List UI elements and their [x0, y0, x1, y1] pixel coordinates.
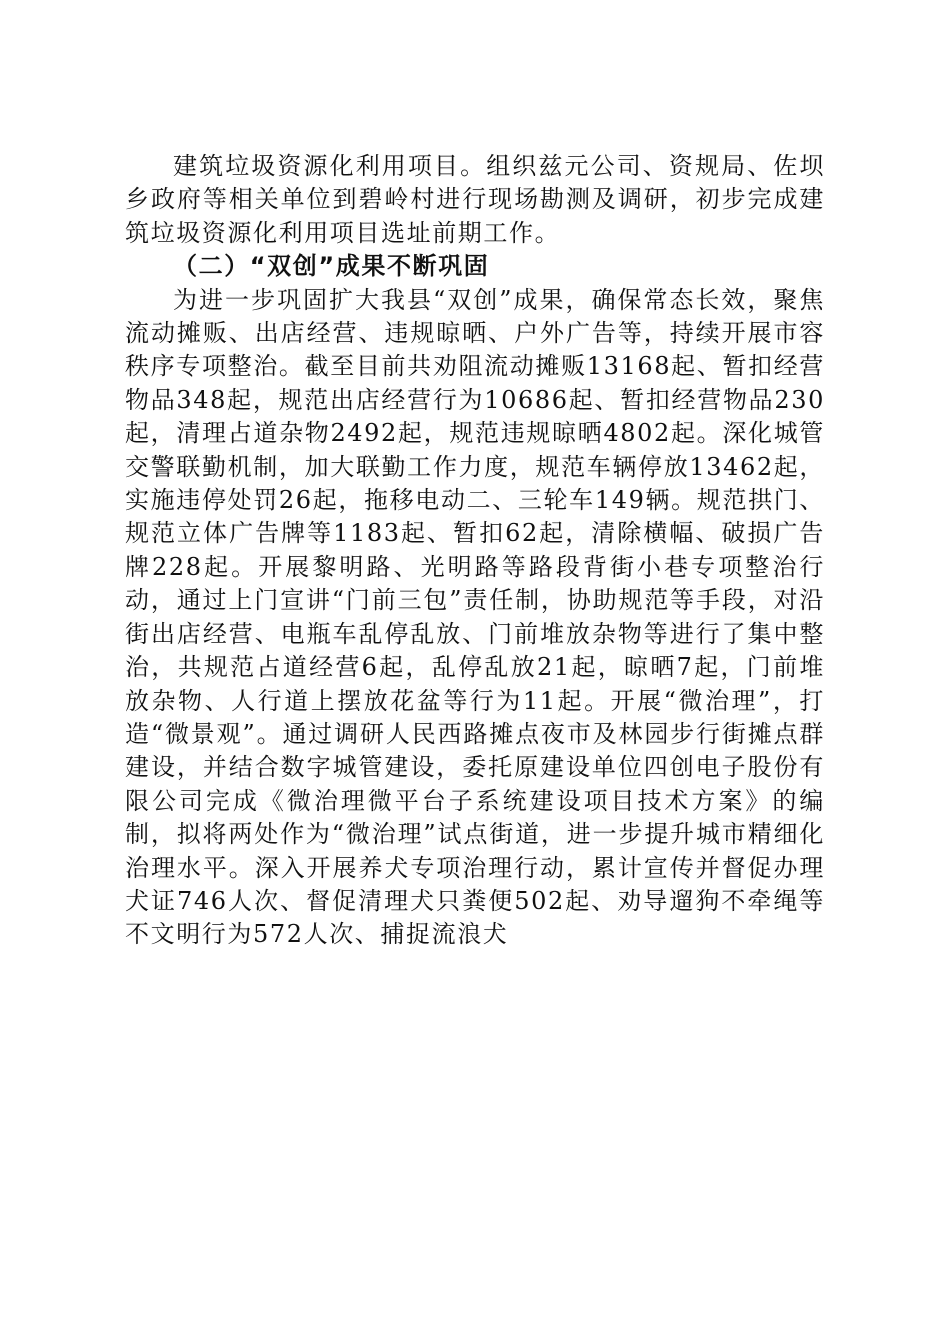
paragraph-construction-waste: 建筑垃圾资源化利用项目。组织兹元公司、资规局、佐坝乡政府等相关单位到碧岭村进行现场勘测及调研，初步完成建筑垃圾资源化利用项目选址前期工作。: [125, 152, 825, 247]
paragraph-shuangchuang: 为进一步巩固扩大我县“双创”成果，确保常态长效，聚焦流动摊贩、出店经营、违规晾晒、户外广告等，持续开展市容秩序专项整治。截至目前共劝阻流动摊贩13168起、暂扣经营物品348起，规范出店经营行为10686起、暂扣经营物品230起，清理占道杂物2492起，规范违规晾晒4802起。深化城管交警联勤机制，加大联勤工作力度，规范车辆停放13462起，实施违停处罚26起，拖移电动二、三轮车149辆。规范拱门、规范立体广告牌等1183起、暂扣62起，清除横幅、破损广告牌228起。开展黎明路、光明路等路段背街小巷专项整治行动，通过上门宣讲“门前三包”责任制，协助规范等手段，对沿街出店经营、电瓶车乱停乱放、门前堆放杂物等进行了集中整治，共规范占道经营6起，乱停乱放21起，晾晒7起，门前堆放杂物、人行道上摆放花盆等行为11起。开展“微治理”，打造“微景观”。通过调研人民西路摊点夜市及林园步行街摊点群建设，并结合数字城管建设，委托原建设单位四创电子股份有限公司完成《微治理微平台子系统建设项目技术方案》的编制，拟将两处作为“微治理”试点街道，进一步提升城市精细化治理水平。深入开展养犬专项治理行动，累计宣传并督促办理犬证746人次、督促清理犬只粪便502起、劝导遛狗不牵绳等不文明行为572人次、捕捉流浪犬: [125, 285, 825, 949]
document-body: [125, 150, 825, 952]
section-heading: （二）“双创”成果不断巩固: [173, 252, 490, 281]
